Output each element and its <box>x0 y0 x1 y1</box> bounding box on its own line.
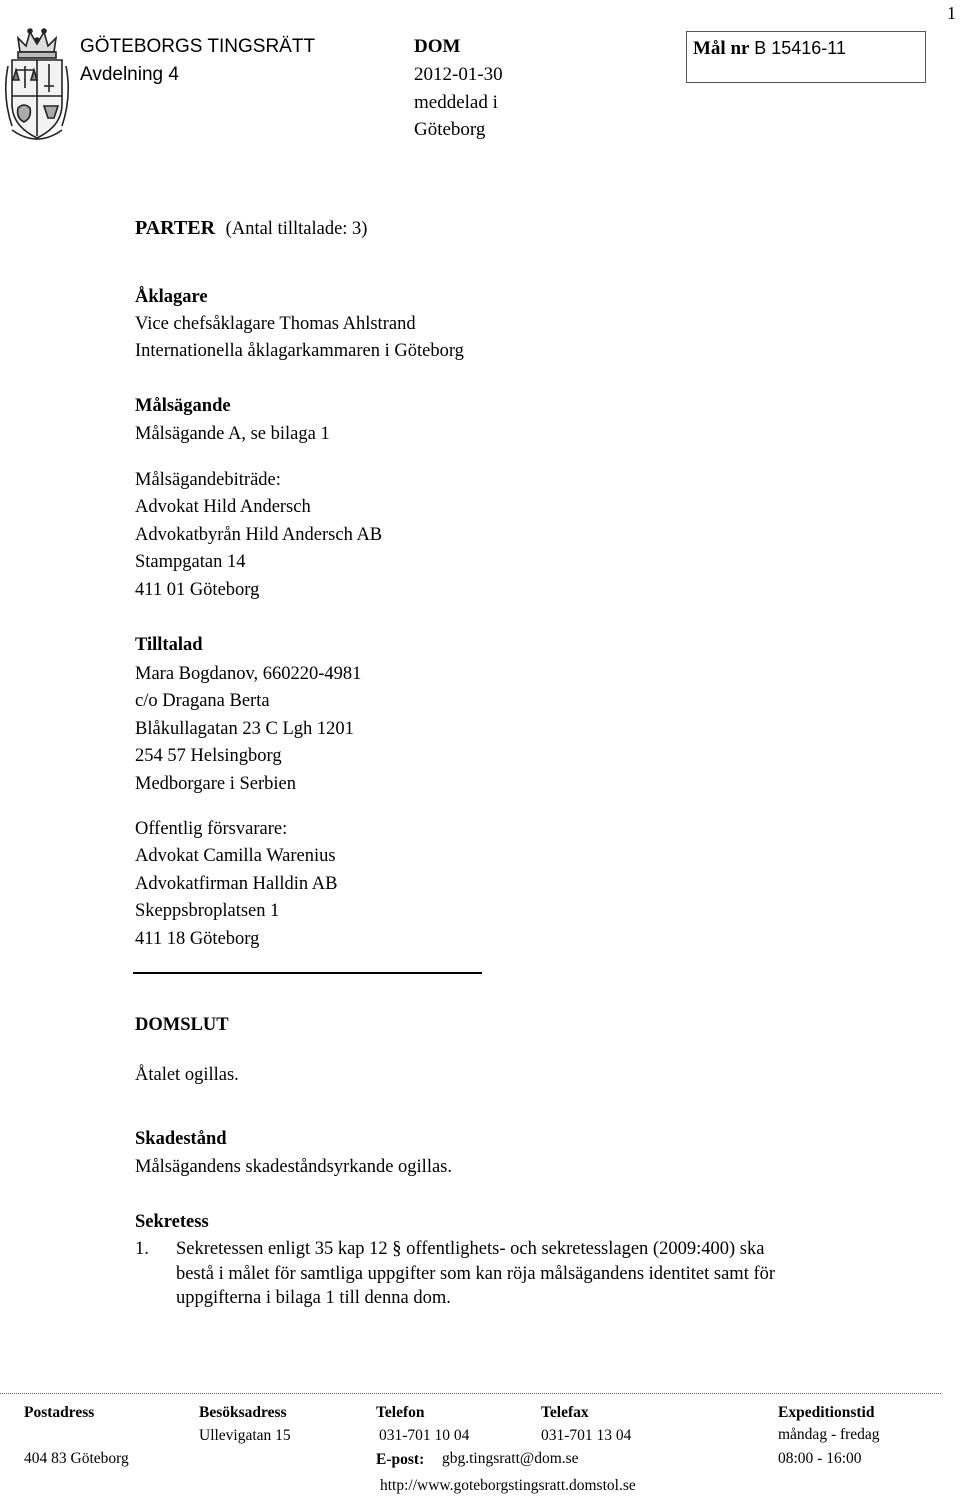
section-divider <box>133 972 482 974</box>
counsel-line: 411 18 Göteborg <box>135 928 260 949</box>
injured-party-heading: Målsägande <box>135 396 231 416</box>
defendant-line: Mara Bogdanov, 660220-4981 <box>135 664 362 684</box>
defendant-details <box>135 661 361 798</box>
footer-divider <box>0 1393 941 1394</box>
footer-visit-label: Besöksadress <box>199 1404 287 1421</box>
secrecy-line: uppgifterna i bilaga 1 till denna dom. <box>176 1288 451 1308</box>
footer-phone-label: Telefon <box>376 1404 425 1421</box>
defendant-line: c/o Dragana Berta <box>135 691 270 712</box>
secrecy-line: bestå i målet för samtliga uppgifter som kan röja målsägandens identitet samt för <box>176 1263 776 1284</box>
prosecutor-details <box>135 311 464 366</box>
secrecy-paragraph <box>176 1237 775 1311</box>
footer-postal-label: Postadress <box>24 1404 95 1421</box>
defendant-line: 254 57 Helsingborg <box>135 746 282 767</box>
defendant-line: Medborgare i Serbien <box>135 773 296 794</box>
counsel-line: Skeppsbroplatsen 1 <box>135 901 280 922</box>
footer-email-label: E-post: <box>376 1451 425 1468</box>
injured-party-line: Målsägande A, se bilaga 1 <box>135 424 330 444</box>
document-type: DOM <box>414 36 461 57</box>
defendant-heading: Tilltalad <box>135 635 203 655</box>
document-date: 2012-01-30 <box>414 64 503 85</box>
footer-hours-label: Expeditionstid <box>778 1404 875 1421</box>
defendant-count: (Antal tilltalade: 3) <box>225 219 368 239</box>
counsel-line: Stampgatan 14 <box>135 552 246 573</box>
delivered-in-line1: meddelad i <box>414 92 498 113</box>
court-division: Avdelning 4 <box>80 64 179 85</box>
parties-heading-row <box>135 215 367 243</box>
footer-hours-days: måndag - fredag <box>778 1426 880 1443</box>
verdict-heading: DOMSLUT <box>135 1015 229 1035</box>
counsel-line: Offentlig försvarare: <box>135 819 288 839</box>
defendant-line: Blåkullagatan 23 C Lgh 1201 <box>135 718 354 739</box>
footer-fax-label: Telefax <box>541 1404 589 1421</box>
injured-party-counsel <box>135 467 382 604</box>
footer-postal-value: 404 83 Göteborg <box>24 1450 129 1467</box>
footer-website-link[interactable]: http://www.goteborgstingsratt.domstol.se <box>380 1477 636 1494</box>
footer-email-link[interactable]: gbg.tingsratt@dom.se <box>442 1450 579 1467</box>
footer-hours-time: 08:00 - 16:00 <box>778 1450 862 1467</box>
counsel-line: Advokatfirman Halldin AB <box>135 873 338 894</box>
prosecutor-heading: Åklagare <box>135 287 208 307</box>
delivered-in-line2: Göteborg <box>414 119 486 140</box>
footer-phone-value: 031-701 10 04 <box>379 1427 470 1444</box>
secrecy-line: Sekretessen enligt 35 kap 12 § offentlighets- och sekretesslagen (2009:400) ska <box>176 1239 765 1259</box>
case-number-label: Mål nr <box>693 38 750 59</box>
damages-heading: Skadestånd <box>135 1129 227 1149</box>
court-emblem-icon <box>2 26 72 148</box>
case-number <box>693 35 846 62</box>
parties-heading: PARTER <box>135 217 216 239</box>
defence-counsel <box>135 816 337 953</box>
court-name: GÖTEBORGS TINGSRÄTT <box>80 36 316 57</box>
case-number-value: B 15416-11 <box>754 38 846 58</box>
verdict-text: Åtalet ogillas. <box>135 1065 239 1085</box>
counsel-line: Advokat Camilla Warenius <box>135 846 336 867</box>
page-number: 1 <box>947 3 956 23</box>
footer-visit-value: Ullevigatan 15 <box>199 1427 291 1444</box>
footer-fax-value: 031-701 13 04 <box>541 1427 632 1444</box>
counsel-line: Advokatbyrån Hild Andersch AB <box>135 524 383 545</box>
counsel-line: 411 01 Göteborg <box>135 579 260 600</box>
secrecy-heading: Sekretess <box>135 1212 209 1232</box>
counsel-line: Advokat Hild Andersch <box>135 497 311 518</box>
prosecutor-line: Vice chefsåklagare Thomas Ahlstrand <box>135 314 416 334</box>
counsel-line: Målsägandebiträde: <box>135 470 281 490</box>
damages-text: Målsägandens skadeståndsyrkande ogillas. <box>135 1157 452 1177</box>
secrecy-number: 1. <box>135 1239 149 1259</box>
prosecutor-line: Internationella åklagarkammaren i Göteborg <box>135 341 464 362</box>
